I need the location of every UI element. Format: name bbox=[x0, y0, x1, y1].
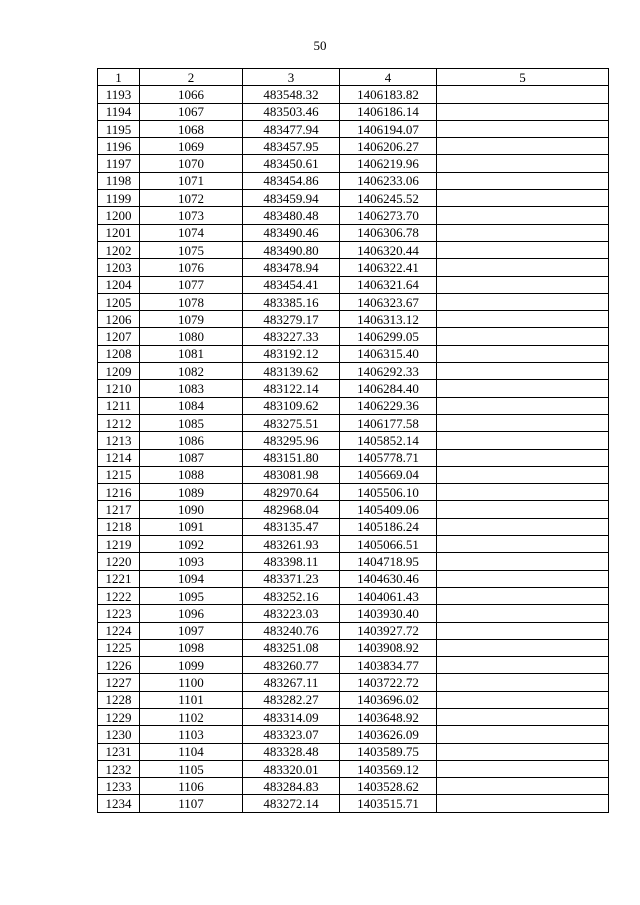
point-number-cell: 1098 bbox=[140, 639, 243, 656]
note-cell bbox=[437, 207, 609, 224]
row-number-cell: 1204 bbox=[98, 276, 140, 293]
table-row bbox=[98, 484, 609, 501]
y-coordinate-cell: 1404061.43 bbox=[340, 587, 437, 604]
row-number-cell: 1232 bbox=[98, 760, 140, 777]
row-number-cell: 1194 bbox=[98, 103, 140, 120]
note-cell bbox=[437, 293, 609, 310]
y-coordinate-cell: 1403515.71 bbox=[340, 795, 437, 812]
table-row bbox=[98, 224, 609, 241]
row-number-cell: 1220 bbox=[98, 553, 140, 570]
x-coordinate-cell: 482968.04 bbox=[243, 501, 340, 518]
y-coordinate-cell: 1403696.02 bbox=[340, 691, 437, 708]
row-number-cell: 1211 bbox=[98, 397, 140, 414]
x-coordinate-cell: 483240.76 bbox=[243, 622, 340, 639]
note-cell bbox=[437, 795, 609, 812]
note-cell bbox=[437, 639, 609, 656]
x-coordinate-cell: 483548.32 bbox=[243, 86, 340, 103]
row-number-cell: 1223 bbox=[98, 605, 140, 622]
table-row bbox=[98, 639, 609, 656]
row-number-cell: 1226 bbox=[98, 657, 140, 674]
y-coordinate-cell: 1403648.92 bbox=[340, 708, 437, 725]
point-number-cell: 1094 bbox=[140, 570, 243, 587]
note-cell bbox=[437, 311, 609, 328]
table-row bbox=[98, 397, 609, 414]
header-cell-5: 5 bbox=[437, 69, 609, 86]
x-coordinate-cell: 483314.09 bbox=[243, 708, 340, 725]
point-number-cell: 1077 bbox=[140, 276, 243, 293]
table-row bbox=[98, 605, 609, 622]
point-number-cell: 1086 bbox=[140, 432, 243, 449]
point-number-cell: 1107 bbox=[140, 795, 243, 812]
x-coordinate-cell: 483454.41 bbox=[243, 276, 340, 293]
coordinates-table bbox=[97, 68, 609, 813]
table-row bbox=[98, 674, 609, 691]
y-coordinate-cell: 1403528.62 bbox=[340, 778, 437, 795]
row-number-cell: 1201 bbox=[98, 224, 140, 241]
table-row bbox=[98, 743, 609, 760]
point-number-cell: 1106 bbox=[140, 778, 243, 795]
note-cell bbox=[437, 622, 609, 639]
note-cell bbox=[437, 726, 609, 743]
point-number-cell: 1103 bbox=[140, 726, 243, 743]
table-row bbox=[98, 311, 609, 328]
row-number-cell: 1218 bbox=[98, 518, 140, 535]
x-coordinate-cell: 483295.96 bbox=[243, 432, 340, 449]
row-number-cell: 1207 bbox=[98, 328, 140, 345]
table-row bbox=[98, 449, 609, 466]
table-row bbox=[98, 207, 609, 224]
x-coordinate-cell: 483454.86 bbox=[243, 172, 340, 189]
table-header bbox=[98, 69, 609, 86]
row-number-cell: 1193 bbox=[98, 86, 140, 103]
note-cell bbox=[437, 466, 609, 483]
table-row bbox=[98, 708, 609, 725]
note-cell bbox=[437, 743, 609, 760]
row-number-cell: 1208 bbox=[98, 345, 140, 362]
note-cell bbox=[437, 328, 609, 345]
y-coordinate-cell: 1406315.40 bbox=[340, 345, 437, 362]
row-number-cell: 1216 bbox=[98, 484, 140, 501]
page-number: 50 bbox=[313, 38, 327, 53]
table-row bbox=[98, 293, 609, 310]
y-coordinate-cell: 1406284.40 bbox=[340, 380, 437, 397]
point-number-cell: 1096 bbox=[140, 605, 243, 622]
y-coordinate-cell: 1403626.09 bbox=[340, 726, 437, 743]
y-coordinate-cell: 1405409.06 bbox=[340, 501, 437, 518]
x-coordinate-cell: 483122.14 bbox=[243, 380, 340, 397]
x-coordinate-cell: 483323.07 bbox=[243, 726, 340, 743]
y-coordinate-cell: 1405778.71 bbox=[340, 449, 437, 466]
x-coordinate-cell: 483457.95 bbox=[243, 138, 340, 155]
header-cell-3: 3 bbox=[243, 69, 340, 86]
note-cell bbox=[437, 484, 609, 501]
table-row bbox=[98, 276, 609, 293]
x-coordinate-cell: 483227.33 bbox=[243, 328, 340, 345]
x-coordinate-cell: 483398.11 bbox=[243, 553, 340, 570]
x-coordinate-cell: 483272.14 bbox=[243, 795, 340, 812]
table-row bbox=[98, 553, 609, 570]
x-coordinate-cell: 483279.17 bbox=[243, 311, 340, 328]
row-number-cell: 1197 bbox=[98, 155, 140, 172]
table-row bbox=[98, 466, 609, 483]
point-number-cell: 1090 bbox=[140, 501, 243, 518]
note-cell bbox=[437, 570, 609, 587]
x-coordinate-cell: 483284.83 bbox=[243, 778, 340, 795]
point-number-cell: 1069 bbox=[140, 138, 243, 155]
row-number-cell: 1200 bbox=[98, 207, 140, 224]
table-row bbox=[98, 414, 609, 431]
header-cell-1: 1 bbox=[98, 69, 140, 86]
point-number-cell: 1071 bbox=[140, 172, 243, 189]
x-coordinate-cell: 482970.64 bbox=[243, 484, 340, 501]
y-coordinate-cell: 1404630.46 bbox=[340, 570, 437, 587]
y-coordinate-cell: 1403927.72 bbox=[340, 622, 437, 639]
row-number-cell: 1210 bbox=[98, 380, 140, 397]
note-cell bbox=[437, 691, 609, 708]
note-cell bbox=[437, 345, 609, 362]
y-coordinate-cell: 1406320.44 bbox=[340, 241, 437, 258]
row-number-cell: 1234 bbox=[98, 795, 140, 812]
note-cell bbox=[437, 708, 609, 725]
row-number-cell: 1203 bbox=[98, 259, 140, 276]
row-number-cell: 1222 bbox=[98, 587, 140, 604]
point-number-cell: 1068 bbox=[140, 120, 243, 137]
x-coordinate-cell: 483252.16 bbox=[243, 587, 340, 604]
x-coordinate-cell: 483267.11 bbox=[243, 674, 340, 691]
point-number-cell: 1097 bbox=[140, 622, 243, 639]
point-number-cell: 1105 bbox=[140, 760, 243, 777]
table-row bbox=[98, 138, 609, 155]
x-coordinate-cell: 483490.80 bbox=[243, 241, 340, 258]
point-number-cell: 1085 bbox=[140, 414, 243, 431]
table-row bbox=[98, 241, 609, 258]
y-coordinate-cell: 1406229.36 bbox=[340, 397, 437, 414]
point-number-cell: 1084 bbox=[140, 397, 243, 414]
row-number-cell: 1213 bbox=[98, 432, 140, 449]
table-row bbox=[98, 363, 609, 380]
note-cell bbox=[437, 380, 609, 397]
row-number-cell: 1195 bbox=[98, 120, 140, 137]
row-number-cell: 1214 bbox=[98, 449, 140, 466]
point-number-cell: 1078 bbox=[140, 293, 243, 310]
x-coordinate-cell: 483459.94 bbox=[243, 190, 340, 207]
table-row bbox=[98, 622, 609, 639]
x-coordinate-cell: 483223.03 bbox=[243, 605, 340, 622]
x-coordinate-cell: 483503.46 bbox=[243, 103, 340, 120]
x-coordinate-cell: 483109.62 bbox=[243, 397, 340, 414]
table-row bbox=[98, 570, 609, 587]
y-coordinate-cell: 1403589.75 bbox=[340, 743, 437, 760]
row-number-cell: 1224 bbox=[98, 622, 140, 639]
point-number-cell: 1073 bbox=[140, 207, 243, 224]
x-coordinate-cell: 483282.27 bbox=[243, 691, 340, 708]
y-coordinate-cell: 1403834.77 bbox=[340, 657, 437, 674]
point-number-cell: 1079 bbox=[140, 311, 243, 328]
point-number-cell: 1091 bbox=[140, 518, 243, 535]
y-coordinate-cell: 1403569.12 bbox=[340, 760, 437, 777]
table-row bbox=[98, 345, 609, 362]
y-coordinate-cell: 1406299.05 bbox=[340, 328, 437, 345]
note-cell bbox=[437, 432, 609, 449]
table-row bbox=[98, 726, 609, 743]
point-number-cell: 1099 bbox=[140, 657, 243, 674]
note-cell bbox=[437, 674, 609, 691]
note-cell bbox=[437, 190, 609, 207]
x-coordinate-cell: 483151.80 bbox=[243, 449, 340, 466]
note-cell bbox=[437, 587, 609, 604]
table-row bbox=[98, 103, 609, 120]
note-cell bbox=[437, 155, 609, 172]
point-number-cell: 1101 bbox=[140, 691, 243, 708]
y-coordinate-cell: 1406322.41 bbox=[340, 259, 437, 276]
y-coordinate-cell: 1406306.78 bbox=[340, 224, 437, 241]
row-number-cell: 1219 bbox=[98, 536, 140, 553]
header-cell-4: 4 bbox=[340, 69, 437, 86]
row-number-cell: 1209 bbox=[98, 363, 140, 380]
point-number-cell: 1070 bbox=[140, 155, 243, 172]
y-coordinate-cell: 1406233.06 bbox=[340, 172, 437, 189]
table-row bbox=[98, 657, 609, 674]
y-coordinate-cell: 1405852.14 bbox=[340, 432, 437, 449]
row-number-cell: 1217 bbox=[98, 501, 140, 518]
x-coordinate-cell: 483139.62 bbox=[243, 363, 340, 380]
x-coordinate-cell: 483478.94 bbox=[243, 259, 340, 276]
x-coordinate-cell: 483328.48 bbox=[243, 743, 340, 760]
table-row bbox=[98, 155, 609, 172]
y-coordinate-cell: 1405506.10 bbox=[340, 484, 437, 501]
point-number-cell: 1082 bbox=[140, 363, 243, 380]
y-coordinate-cell: 1406292.33 bbox=[340, 363, 437, 380]
table-row bbox=[98, 691, 609, 708]
table-row bbox=[98, 518, 609, 535]
point-number-cell: 1067 bbox=[140, 103, 243, 120]
note-cell bbox=[437, 397, 609, 414]
point-number-cell: 1076 bbox=[140, 259, 243, 276]
x-coordinate-cell: 483450.61 bbox=[243, 155, 340, 172]
table-body bbox=[98, 86, 609, 812]
note-cell bbox=[437, 103, 609, 120]
point-number-cell: 1100 bbox=[140, 674, 243, 691]
x-coordinate-cell: 483385.16 bbox=[243, 293, 340, 310]
note-cell bbox=[437, 86, 609, 103]
note-cell bbox=[437, 553, 609, 570]
note-cell bbox=[437, 259, 609, 276]
note-cell bbox=[437, 224, 609, 241]
row-number-cell: 1215 bbox=[98, 466, 140, 483]
y-coordinate-cell: 1406177.58 bbox=[340, 414, 437, 431]
x-coordinate-cell: 483480.48 bbox=[243, 207, 340, 224]
y-coordinate-cell: 1406194.07 bbox=[340, 120, 437, 137]
y-coordinate-cell: 1406219.96 bbox=[340, 155, 437, 172]
x-coordinate-cell: 483320.01 bbox=[243, 760, 340, 777]
table-row bbox=[98, 120, 609, 137]
note-cell bbox=[437, 120, 609, 137]
row-number-cell: 1202 bbox=[98, 241, 140, 258]
table-row bbox=[98, 328, 609, 345]
y-coordinate-cell: 1406206.27 bbox=[340, 138, 437, 155]
table-row bbox=[98, 501, 609, 518]
y-coordinate-cell: 1404718.95 bbox=[340, 553, 437, 570]
point-number-cell: 1066 bbox=[140, 86, 243, 103]
note-cell bbox=[437, 501, 609, 518]
y-coordinate-cell: 1403908.92 bbox=[340, 639, 437, 656]
point-number-cell: 1092 bbox=[140, 536, 243, 553]
point-number-cell: 1074 bbox=[140, 224, 243, 241]
row-number-cell: 1198 bbox=[98, 172, 140, 189]
table-row bbox=[98, 536, 609, 553]
point-number-cell: 1072 bbox=[140, 190, 243, 207]
table-row bbox=[98, 587, 609, 604]
table-row bbox=[98, 380, 609, 397]
x-coordinate-cell: 483251.08 bbox=[243, 639, 340, 656]
note-cell bbox=[437, 363, 609, 380]
note-cell bbox=[437, 138, 609, 155]
x-coordinate-cell: 483135.47 bbox=[243, 518, 340, 535]
x-coordinate-cell: 483192.12 bbox=[243, 345, 340, 362]
note-cell bbox=[437, 778, 609, 795]
row-number-cell: 1233 bbox=[98, 778, 140, 795]
note-cell bbox=[437, 760, 609, 777]
row-number-cell: 1228 bbox=[98, 691, 140, 708]
y-coordinate-cell: 1406273.70 bbox=[340, 207, 437, 224]
x-coordinate-cell: 483371.23 bbox=[243, 570, 340, 587]
row-number-cell: 1212 bbox=[98, 414, 140, 431]
note-cell bbox=[437, 172, 609, 189]
table-row bbox=[98, 432, 609, 449]
y-coordinate-cell: 1406183.82 bbox=[340, 86, 437, 103]
point-number-cell: 1087 bbox=[140, 449, 243, 466]
table-row bbox=[98, 190, 609, 207]
y-coordinate-cell: 1406245.52 bbox=[340, 190, 437, 207]
row-number-cell: 1221 bbox=[98, 570, 140, 587]
x-coordinate-cell: 483275.51 bbox=[243, 414, 340, 431]
point-number-cell: 1104 bbox=[140, 743, 243, 760]
header-row bbox=[98, 69, 609, 86]
note-cell bbox=[437, 414, 609, 431]
point-number-cell: 1075 bbox=[140, 241, 243, 258]
x-coordinate-cell: 483490.46 bbox=[243, 224, 340, 241]
row-number-cell: 1225 bbox=[98, 639, 140, 656]
row-number-cell: 1196 bbox=[98, 138, 140, 155]
point-number-cell: 1088 bbox=[140, 466, 243, 483]
point-number-cell: 1093 bbox=[140, 553, 243, 570]
table-row bbox=[98, 86, 609, 103]
point-number-cell: 1081 bbox=[140, 345, 243, 362]
y-coordinate-cell: 1406313.12 bbox=[340, 311, 437, 328]
y-coordinate-cell: 1406323.67 bbox=[340, 293, 437, 310]
point-number-cell: 1080 bbox=[140, 328, 243, 345]
x-coordinate-cell: 483081.98 bbox=[243, 466, 340, 483]
table-row bbox=[98, 760, 609, 777]
table-row bbox=[98, 172, 609, 189]
note-cell bbox=[437, 449, 609, 466]
point-number-cell: 1083 bbox=[140, 380, 243, 397]
y-coordinate-cell: 1405066.51 bbox=[340, 536, 437, 553]
table-row bbox=[98, 259, 609, 276]
y-coordinate-cell: 1403722.72 bbox=[340, 674, 437, 691]
y-coordinate-cell: 1406321.64 bbox=[340, 276, 437, 293]
point-number-cell: 1095 bbox=[140, 587, 243, 604]
row-number-cell: 1227 bbox=[98, 674, 140, 691]
y-coordinate-cell: 1406186.14 bbox=[340, 103, 437, 120]
row-number-cell: 1231 bbox=[98, 743, 140, 760]
note-cell bbox=[437, 657, 609, 674]
y-coordinate-cell: 1403930.40 bbox=[340, 605, 437, 622]
x-coordinate-cell: 483261.93 bbox=[243, 536, 340, 553]
table-row bbox=[98, 795, 609, 812]
note-cell bbox=[437, 536, 609, 553]
row-number-cell: 1206 bbox=[98, 311, 140, 328]
note-cell bbox=[437, 241, 609, 258]
row-number-cell: 1205 bbox=[98, 293, 140, 310]
x-coordinate-cell: 483477.94 bbox=[243, 120, 340, 137]
x-coordinate-cell: 483260.77 bbox=[243, 657, 340, 674]
y-coordinate-cell: 1405669.04 bbox=[340, 466, 437, 483]
note-cell bbox=[437, 605, 609, 622]
row-number-cell: 1199 bbox=[98, 190, 140, 207]
header-cell-2: 2 bbox=[140, 69, 243, 86]
note-cell bbox=[437, 518, 609, 535]
row-number-cell: 1229 bbox=[98, 708, 140, 725]
row-number-cell: 1230 bbox=[98, 726, 140, 743]
point-number-cell: 1102 bbox=[140, 708, 243, 725]
table-row bbox=[98, 778, 609, 795]
point-number-cell: 1089 bbox=[140, 484, 243, 501]
y-coordinate-cell: 1405186.24 bbox=[340, 518, 437, 535]
note-cell bbox=[437, 276, 609, 293]
